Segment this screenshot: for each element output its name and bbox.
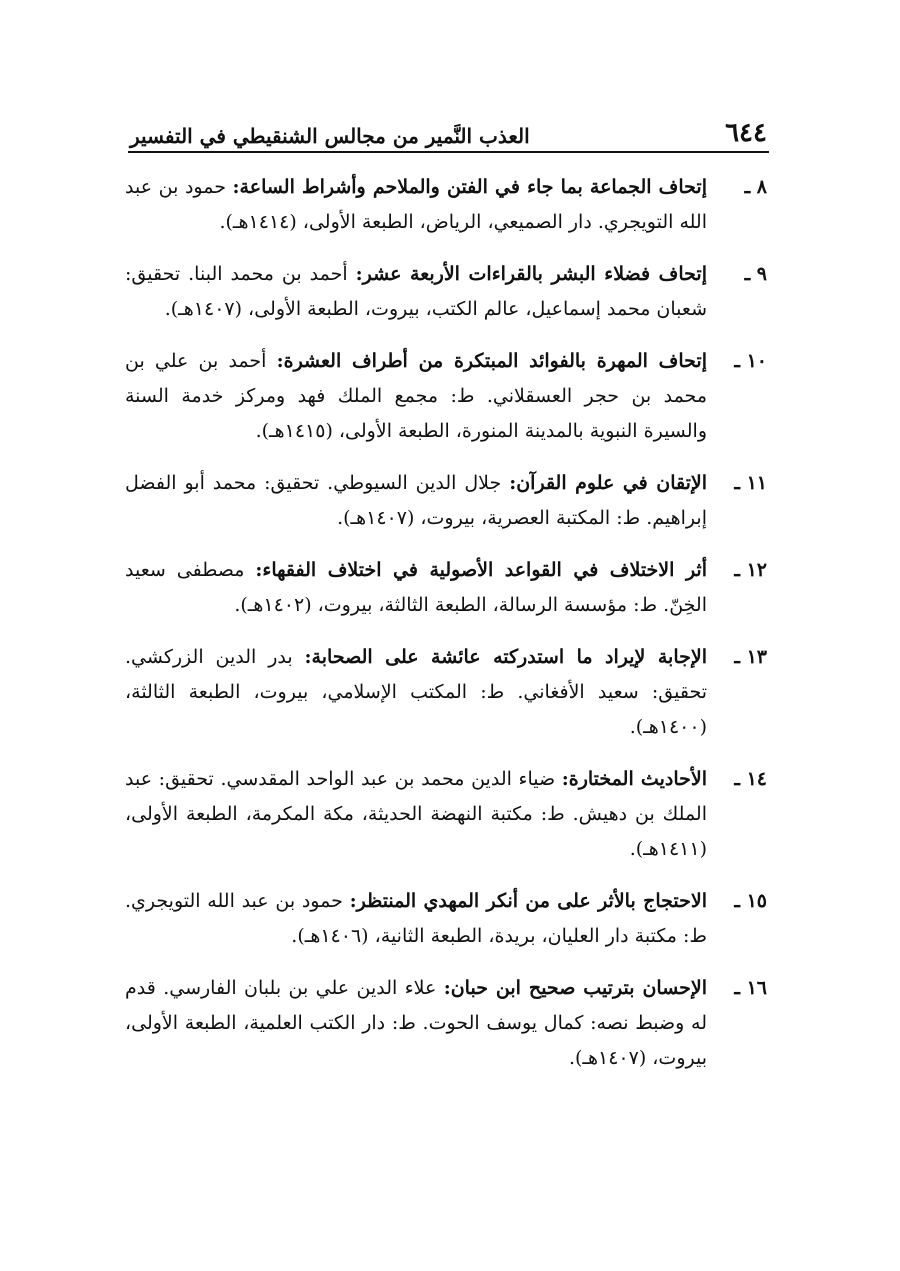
- bibliography-entry: [125, 170, 767, 240]
- entry-text: [125, 971, 707, 1076]
- entry-title: الإجابة لإيراد ما استدركته عائشة على الصحابة:: [304, 646, 707, 668]
- entry-dash: ـ: [734, 472, 740, 494]
- page-number: ٦٤٤: [725, 118, 767, 148]
- entry-marker: [707, 640, 767, 675]
- bibliography-entry: [125, 553, 767, 623]
- entry-text: [125, 553, 707, 623]
- entry-number: ١٢: [746, 559, 767, 581]
- entry-title: إتحاف المهرة بالفوائد المبتكرة من أطراف العشرة:: [276, 350, 708, 372]
- entry-number: ١٤: [746, 768, 767, 790]
- entry-text: [125, 640, 707, 745]
- entry-marker: [707, 344, 767, 379]
- bibliography-entry: [125, 257, 767, 327]
- entry-text: [125, 884, 707, 954]
- entry-text: [125, 257, 707, 327]
- bibliography-entry: [125, 640, 767, 745]
- entry-title: إتحاف الجماعة بما جاء في الفتن والملاحم وأشراط الساعة:: [232, 176, 707, 198]
- bibliography-entry: [125, 971, 767, 1076]
- entry-dash: ـ: [734, 977, 740, 999]
- entry-dash: ـ: [734, 350, 740, 372]
- entry-title: الأحاديث المختارة:: [561, 768, 707, 790]
- entry-number: ١١: [746, 472, 767, 494]
- entry-number: ١٣: [746, 646, 767, 668]
- entry-dash: ـ: [734, 559, 740, 581]
- bibliography-entry: [125, 466, 767, 536]
- entry-details: أحمد بن علي بن محمد بن حجر العسقلاني. ط: مجمع الملك فهد ومركز خدمة السنة والسيرة النبوية بالمدينة المنورة، الطبعة الأولى، (١٤١٥هـ).: [125, 350, 707, 442]
- entry-text: [125, 466, 707, 536]
- entry-details: حمود بن عبد الله التويجري. دار الصميعي، الرياض، الطبعة الأولى، (١٤١٤هـ).: [125, 176, 707, 233]
- entry-dash: ـ: [734, 768, 740, 790]
- entry-dash: ـ: [744, 176, 751, 198]
- entry-details: حمود بن عبد الله التويجري. ط: مكتبة دار العليان، بريدة، الطبعة الثانية، (١٤٠٦هـ).: [125, 890, 707, 947]
- entry-details: ضياء الدين محمد بن عبد الواحد المقدسي. تحقيق: عبد الملك بن دهيش. ط: مكتبة النهضة الحديثة، مكة المكرمة، الطبعة الأولى، (١٤١١هـ).: [125, 768, 707, 860]
- entry-details: بدر الدين الزركشي. تحقيق: سعيد الأفغاني. ط: المكتب الإسلامي، بيروت، الطبعة الثالثة، (١٤٠٠هـ).: [125, 646, 707, 738]
- entry-marker: [707, 762, 767, 797]
- entry-marker: [707, 466, 767, 501]
- entry-number: ١٠: [746, 350, 767, 372]
- bibliography-entry: [125, 762, 767, 867]
- entry-marker: [707, 170, 767, 205]
- entry-marker: [707, 553, 767, 588]
- entry-dash: ـ: [744, 263, 751, 285]
- entry-text: [125, 170, 707, 240]
- entry-title: الاحتجاج بالأثر على من أنكر المهدي المنتظر:: [349, 890, 707, 912]
- entry-marker: [707, 971, 767, 1006]
- entry-marker: [707, 257, 767, 292]
- bibliography-list: [125, 170, 767, 1093]
- entry-title: الإحسان بترتيب صحيح ابن حبان:: [443, 977, 707, 999]
- bibliography-entry: [125, 344, 767, 449]
- entry-dash: ـ: [734, 646, 740, 668]
- entry-number: ٨: [756, 176, 767, 198]
- entry-number: ١٦: [746, 977, 767, 999]
- entry-title: إتحاف فضلاء البشر بالقراءات الأربعة عشر:: [355, 263, 707, 285]
- entry-dash: ـ: [734, 890, 740, 912]
- running-title: العذب النَّمير من مجالس الشنقيطي في التفسير: [130, 124, 530, 148]
- entry-details: أحمد بن محمد البنا. تحقيق: شعبان محمد إسماعيل، عالم الكتب، بيروت، الطبعة الأولى، (١٤٠٧هـ).: [125, 263, 707, 320]
- entry-marker: [707, 884, 767, 919]
- entry-number: ١٥: [746, 890, 767, 912]
- entry-title: الإتقان في علوم القرآن:: [509, 472, 708, 494]
- entry-text: [125, 344, 707, 449]
- entry-details: جلال الدين السيوطي. تحقيق: محمد أبو الفضل إبراهيم. ط: المكتبة العصرية، بيروت، (١٤٠٧هـ).: [125, 472, 707, 529]
- header-divider: [128, 151, 769, 153]
- entry-title: أثر الاختلاف في القواعد الأصولية في اختلاف الفقهاء:: [255, 559, 707, 581]
- entry-number: ٩: [756, 263, 767, 285]
- bibliography-entry: [125, 884, 767, 954]
- entry-details: علاء الدين علي بن بلبان الفارسي. قدم له وضبط نصه: كمال يوسف الحوت. ط: دار الكتب العلمية، الطبعة الأولى، بيروت، (١٤٠٧هـ).: [125, 977, 707, 1069]
- page-header: [130, 108, 767, 148]
- entry-text: [125, 762, 707, 867]
- entry-details: مصطفى سعيد الخِنّ. ط: مؤسسة الرسالة، الطبعة الثالثة، بيروت، (١٤٠٢هـ).: [125, 559, 707, 616]
